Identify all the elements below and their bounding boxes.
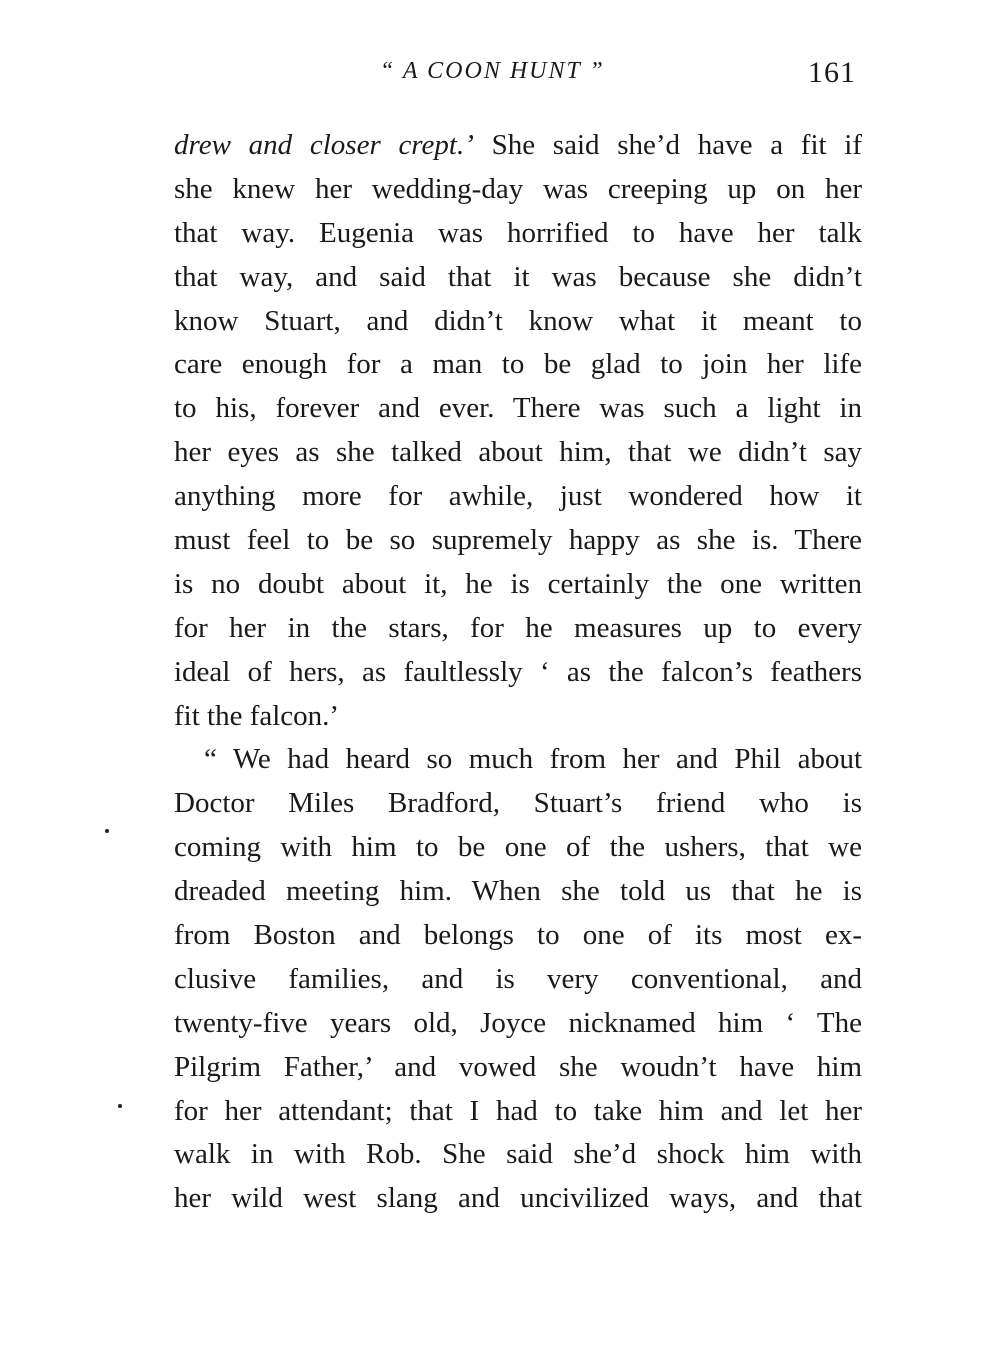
text-line: walk in with Rob. She said she’d shock him with	[174, 1138, 862, 1171]
text-line: her eyes as she talked about him, that we didn’t say	[174, 436, 862, 469]
italic-quote: drew and closer crept.’	[174, 129, 474, 161]
text-line: ideal of hers, as faultlessly ‘ as the falcon’s feathers	[174, 655, 862, 688]
text-line: that way. Eugenia was horrified to have her talk	[174, 216, 862, 249]
text-line: know Stuart, and didn’t know what it meant to	[174, 304, 862, 337]
scan-speck	[118, 1104, 122, 1108]
text-line	[174, 124, 862, 168]
text-line: fit the falcon.’	[174, 699, 340, 732]
page-number: 161	[808, 56, 856, 89]
text-line: twenty-five years old, Joyce nicknamed him ‘ The	[174, 1006, 862, 1039]
text-line: for her attendant; that I had to take him and let her	[174, 1094, 862, 1127]
text-line: her wild west slang and uncivilized ways, and that	[174, 1182, 862, 1215]
text-line: anything more for awhile, just wondered how it	[174, 480, 862, 513]
text-line: to his, forever and ever. There was such a light in	[174, 392, 862, 425]
body-text	[174, 124, 862, 1221]
running-title: “ A COON HUNT ”	[380, 58, 605, 84]
text-line: “ We had heard so much from her and Phil about	[204, 743, 862, 776]
text-line: that way, and said that it was because she didn’t	[174, 260, 862, 293]
text-line: must feel to be so supremely happy as she is. There	[174, 524, 862, 557]
text-line: dreaded meeting him. When she told us that he is	[174, 875, 862, 908]
text-line: for her in the stars, for he measures up to every	[174, 611, 862, 644]
text-line: is no doubt about it, he is certainly the one written	[174, 567, 862, 600]
text-line: from Boston and belongs to one of its most ex-	[174, 919, 862, 952]
text-line: Doctor Miles Bradford, Stuart’s friend who is	[174, 787, 862, 820]
text-line: clusive families, and is very conventional, and	[174, 962, 862, 995]
text-line: she knew her wedding-day was creeping up on her	[174, 172, 862, 205]
text-line: coming with him to be one of the ushers, that we	[174, 831, 862, 864]
text-line: care enough for a man to be glad to join her life	[174, 348, 862, 381]
text-fragment: She said she’d have a fit if	[473, 129, 862, 161]
scan-speck	[105, 829, 109, 833]
text-line: Pilgrim Father,’ and vowed she woudn’t have him	[174, 1050, 862, 1083]
